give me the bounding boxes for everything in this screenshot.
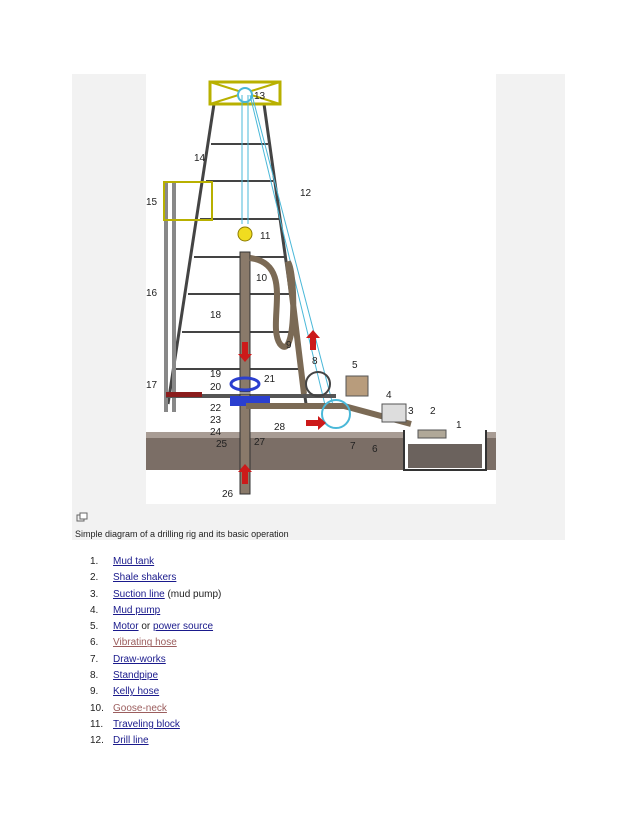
label-5: 5 <box>352 360 358 371</box>
label-7: 7 <box>350 441 356 452</box>
label-17: 17 <box>146 380 158 391</box>
link-standpipe[interactable]: Standpipe <box>113 670 159 682</box>
list-item: 7. Draw-works <box>90 653 166 665</box>
label-12: 12 <box>300 188 312 199</box>
label-22: 22 <box>210 403 222 414</box>
label-14: 14 <box>194 153 206 164</box>
link-mud-tank[interactable]: Mud tank <box>113 556 155 567</box>
label-24: 24 <box>210 427 222 438</box>
label-10: 10 <box>256 273 268 284</box>
label-3: 3 <box>408 406 414 417</box>
list-item: 3. Suction line (mud pump) <box>90 588 222 600</box>
monkey-board <box>164 182 212 220</box>
label-8: 8 <box>312 356 318 367</box>
label-16: 16 <box>146 288 158 299</box>
link-suction-line[interactable]: Suction line <box>113 588 165 600</box>
link-power-source[interactable]: power source <box>153 621 214 633</box>
link-drill-line[interactable]: Drill line <box>113 735 149 747</box>
list-item: 2. Shale shakers <box>90 572 177 584</box>
expand-icon[interactable] <box>76 512 88 522</box>
label-18: 18 <box>210 310 222 321</box>
label-13: 13 <box>254 91 266 102</box>
list-item: 9. Kelly hose <box>90 686 160 698</box>
list-item: 6. Vibrating hose <box>90 637 177 649</box>
list-item: 4. Mud pump <box>90 604 161 616</box>
list-item: 12. Drill line <box>90 735 149 747</box>
link-vibrating-hose[interactable]: Vibrating hose <box>113 637 177 649</box>
shale-shaker <box>418 430 446 438</box>
list-item: 11. Traveling block <box>90 718 180 730</box>
label-6: 6 <box>372 444 378 455</box>
list-item: 10. Goose-neck <box>90 702 167 714</box>
label-20: 20 <box>210 382 222 393</box>
label-25: 25 <box>216 439 228 450</box>
label-15: 15 <box>146 197 158 208</box>
label-28: 28 <box>274 422 286 433</box>
label-23: 23 <box>210 415 222 426</box>
list-item: 5. Motor or power source <box>90 621 214 633</box>
link-kelly-hose[interactable]: Kelly hose <box>113 686 160 698</box>
label-2: 2 <box>430 406 436 417</box>
drilling-rig-diagram <box>146 74 496 504</box>
label-4: 4 <box>386 390 392 401</box>
label-27: 27 <box>254 437 266 448</box>
mud-pump <box>382 404 406 422</box>
label-21: 21 <box>264 374 276 385</box>
label-19: 19 <box>210 369 222 380</box>
link-goose-neck[interactable]: Goose-neck <box>113 702 167 714</box>
link-shale-shakers[interactable]: Shale shakers <box>113 572 177 584</box>
link-mud-pump[interactable]: Mud pump <box>113 604 161 616</box>
link-draw-works[interactable]: Draw-works <box>113 653 166 665</box>
component-list <box>90 554 221 750</box>
pipe-ramp <box>166 392 202 397</box>
rig-drawing <box>146 74 496 504</box>
mast-rungs <box>176 144 300 369</box>
figure-caption: Simple diagram of a drilling rig and its basic operation <box>75 529 289 539</box>
label-9: 9 <box>286 340 292 351</box>
label-1: 1 <box>456 420 462 431</box>
list-item: 8. Standpipe <box>90 670 159 682</box>
link-motor[interactable]: Motor <box>113 621 139 633</box>
label-11: 11 <box>260 231 271 242</box>
kelly <box>240 252 250 392</box>
motor <box>346 376 368 396</box>
label-26: 26 <box>222 489 234 500</box>
list-item: 1. Mud tank <box>90 556 155 567</box>
link-traveling-block[interactable]: Traveling block <box>113 718 180 730</box>
